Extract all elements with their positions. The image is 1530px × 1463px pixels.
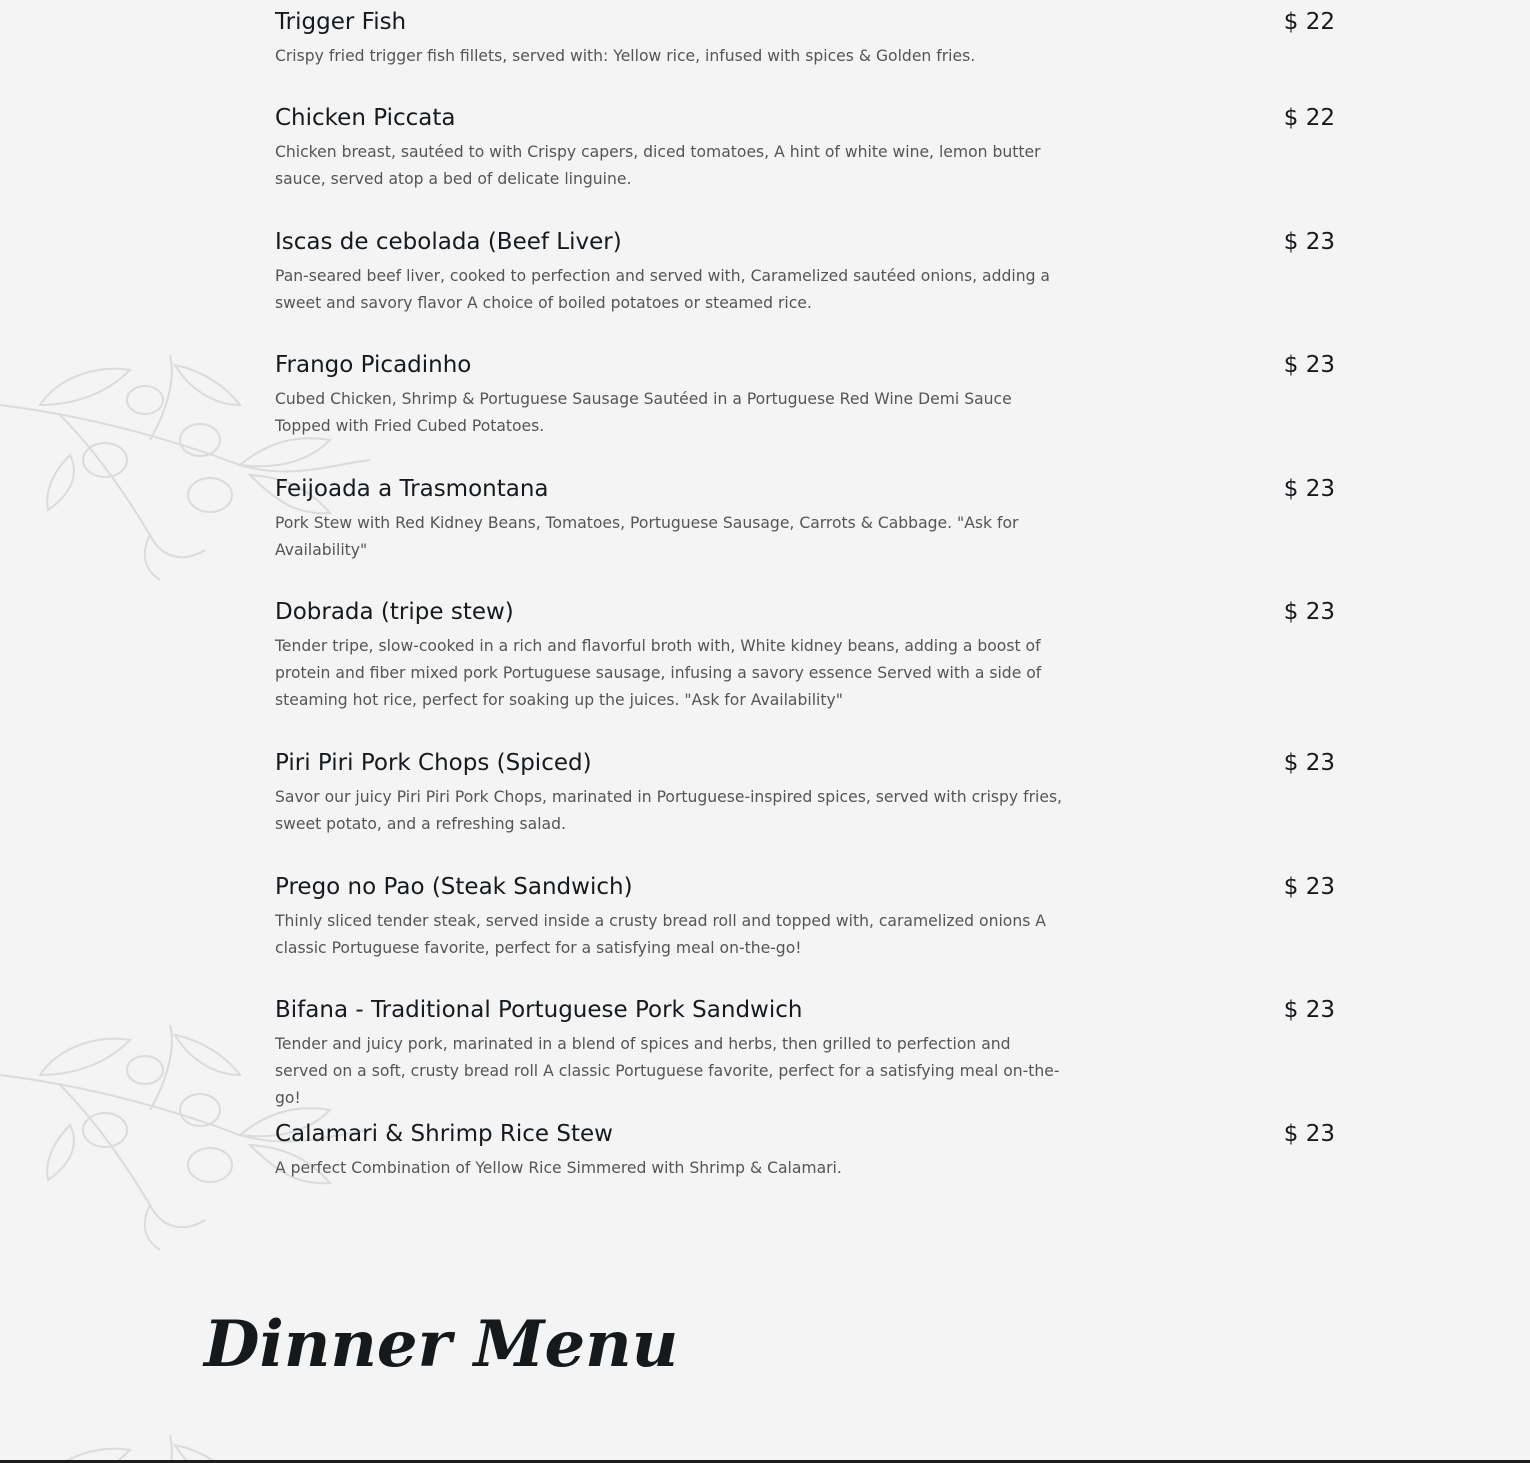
- menu-item-price: $ 23: [1283, 874, 1335, 900]
- menu-item-name: Prego no Pao (Steak Sandwich): [275, 874, 633, 900]
- menu-item-name: Calamari & Shrimp Rice Stew: [275, 1121, 613, 1147]
- menu-item-name: Trigger Fish: [275, 9, 407, 35]
- menu-item-name: Feijoada a Trasmontana: [275, 476, 549, 502]
- section-title: Dinner Menu: [204, 1307, 679, 1382]
- menu-item: [275, 474, 1335, 574]
- menu-item-description: Tender and juicy pork, marinated in a blend of spices and herbs, then grilled to perfection and served on a soft, crusty bread roll A classic Portuguese favorite, perfect for a satisfying meal on-the-go!: [275, 1035, 1060, 1107]
- menu-item-description: Pork Stew with Red Kidney Beans, Tomatoes, Portuguese Sausage, Carrots & Cabbage. "Ask for Availability": [275, 514, 1019, 559]
- dinner-menu-list: [275, 0, 1335, 1200]
- menu-item: [275, 7, 1335, 77]
- olive-branch-icon: [0, 1425, 380, 1463]
- menu-item-price: $ 23: [1283, 750, 1335, 776]
- menu-item-price: $ 23: [1283, 352, 1335, 378]
- menu-item-description: Chicken breast, sautéed to with Crispy capers, diced tomatoes, A hint of white wine, lemon butter sauce, served atop a bed of delicate linguine.: [275, 143, 1041, 188]
- menu-item-name: Dobrada (tripe stew): [275, 599, 514, 625]
- menu-item-price: $ 22: [1283, 105, 1335, 131]
- menu-item-price: $ 23: [1283, 476, 1335, 502]
- menu-item-name: Iscas de cebolada (Beef Liver): [275, 229, 622, 255]
- menu-item-name: Frango Picadinho: [275, 352, 472, 378]
- menu-item: [275, 748, 1335, 848]
- menu-item-price: $ 22: [1283, 9, 1335, 35]
- menu-item-description: Pan-seared beef liver, cooked to perfection and served with, Caramelized sautéed onions, adding a sweet and savory flavor A choice of boiled potatoes or steamed rice.: [275, 267, 1050, 312]
- menu-item: [275, 103, 1335, 203]
- menu-item-description: Tender tripe, slow-cooked in a rich and flavorful broth with, White kidney beans, adding a boost of protein and fiber mixed pork Portuguese sausage, infusing a savory essence Served with a side of steaming hot rice, perfect for soaking up the juices. "Ask for Availability": [275, 637, 1042, 709]
- menu-item-name: Bifana - Traditional Portuguese Pork Sandwich: [275, 997, 803, 1023]
- menu-item: [275, 350, 1335, 450]
- menu-item-price: $ 23: [1283, 1121, 1335, 1147]
- menu-item-name: Chicken Piccata: [275, 105, 456, 131]
- menu-item-description: Cubed Chicken, Shrimp & Portuguese Sausage Sautéed in a Portuguese Red Wine Demi Sauce Topped with Fried Cubed Potatoes.: [275, 390, 1012, 435]
- menu-item-description: Crispy fried trigger fish fillets, served with: Yellow rice, infused with spices & Golden fries.: [275, 47, 976, 65]
- menu-item: [275, 597, 1335, 722]
- menu-item-description: A perfect Combination of Yellow Rice Simmered with Shrimp & Calamari.: [275, 1159, 842, 1177]
- menu-item: [275, 227, 1335, 327]
- menu-item-description: Savor our juicy Piri Piri Pork Chops, marinated in Portuguese-inspired spices, served with crispy fries, sweet potato, and a refreshing salad.: [275, 788, 1063, 833]
- menu-item-description: Thinly sliced tender steak, served inside a crusty bread roll and topped with, caramelized onions A classic Portuguese favorite, perfect for a satisfying meal on-the-go!: [275, 912, 1046, 957]
- menu-item: [275, 995, 1335, 1107]
- menu-item: [275, 872, 1335, 972]
- menu-item-name: Piri Piri Pork Chops (Spiced): [275, 750, 592, 776]
- menu-item: [275, 1119, 1335, 1189]
- menu-item-price: $ 23: [1283, 229, 1335, 255]
- menu-item-price: $ 23: [1283, 997, 1335, 1023]
- menu-item-price: $ 23: [1283, 599, 1335, 625]
